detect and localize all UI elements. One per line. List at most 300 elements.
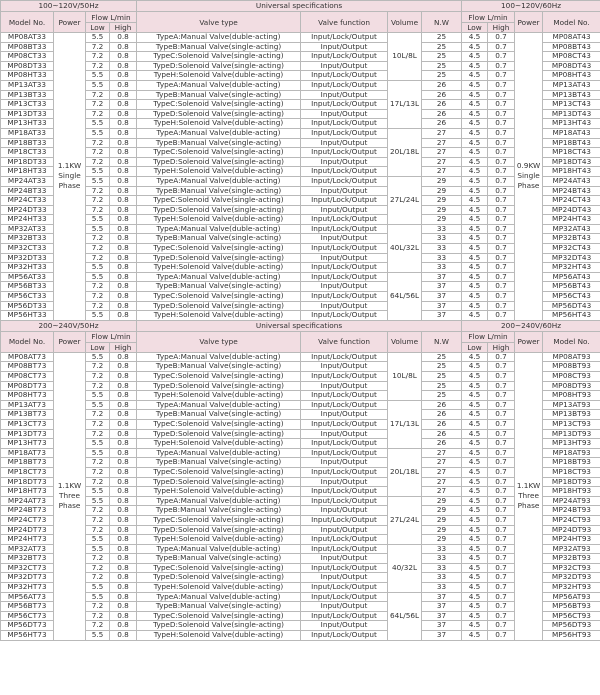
model-no-cell: MP08AT33 bbox=[1, 33, 54, 43]
flow-high-right-cell: 0.7 bbox=[488, 100, 515, 110]
flow-high-cell: 0.8 bbox=[110, 506, 137, 516]
flow-low-right-cell: 4.5 bbox=[462, 263, 488, 273]
valve-function-cell: Input/Output bbox=[301, 90, 388, 100]
valve-function-cell: Input/Lock/Output bbox=[301, 563, 388, 573]
flow-low-cell: 7.2 bbox=[86, 602, 110, 612]
flow-low-right-cell: 4.5 bbox=[462, 554, 488, 564]
volume-cell: 40L/32L bbox=[388, 224, 422, 272]
table-row bbox=[1, 109, 600, 119]
nw-cell: 25 bbox=[422, 61, 462, 71]
col-flow-high-right: High bbox=[488, 342, 515, 352]
flow-low-right-cell: 4.5 bbox=[462, 525, 488, 535]
valve-type-cell: TypeD:Solenoid Valve(single-acting) bbox=[137, 61, 301, 71]
flow-high-cell: 0.8 bbox=[110, 429, 137, 439]
valve-function-cell: Input/Lock/Output bbox=[301, 176, 388, 186]
flow-low-right-cell: 4.5 bbox=[462, 487, 488, 497]
flow-low-right-cell: 4.5 bbox=[462, 196, 488, 206]
flow-low-right-cell: 4.5 bbox=[462, 448, 488, 458]
nw-cell: 26 bbox=[422, 100, 462, 110]
nw-cell: 37 bbox=[422, 282, 462, 292]
model-no-cell: MP18CT73 bbox=[1, 467, 54, 477]
valve-function-cell: Input/Output bbox=[301, 157, 388, 167]
flow-low-right-cell: 4.5 bbox=[462, 611, 488, 621]
flow-low-right-cell: 4.5 bbox=[462, 419, 488, 429]
flow-high-right-cell: 0.7 bbox=[488, 157, 515, 167]
table-row bbox=[1, 467, 600, 477]
valve-type-cell: TypeH:Solenoid Valve(duble-acting) bbox=[137, 71, 301, 81]
flow-low-right-cell: 4.5 bbox=[462, 71, 488, 81]
model-no-cell: MP56AT73 bbox=[1, 592, 54, 602]
table-row bbox=[1, 234, 600, 244]
flow-low-cell: 5.5 bbox=[86, 544, 110, 554]
column-header-row bbox=[1, 331, 600, 342]
flow-low-right-cell: 4.5 bbox=[462, 311, 488, 321]
flow-high-cell: 0.8 bbox=[110, 234, 137, 244]
flow-high-cell: 0.8 bbox=[110, 215, 137, 225]
model-no-right-cell: MP24AT93 bbox=[543, 496, 600, 506]
model-no-cell: MP56HT73 bbox=[1, 631, 54, 641]
flow-high-right-cell: 0.7 bbox=[488, 186, 515, 196]
valve-type-cell: TypeA:Manual Valve(duble-acting) bbox=[137, 352, 301, 362]
nw-cell: 29 bbox=[422, 205, 462, 215]
model-no-cell: MP18AT33 bbox=[1, 128, 54, 138]
valve-type-cell: TypeC:Solenoid Valve(single-acting) bbox=[137, 515, 301, 525]
table-row bbox=[1, 400, 600, 410]
nw-cell: 33 bbox=[422, 263, 462, 273]
model-no-right-cell: MP08AT93 bbox=[543, 352, 600, 362]
model-no-right-cell: MP56DT93 bbox=[543, 621, 600, 631]
flow-high-right-cell: 0.7 bbox=[488, 535, 515, 545]
model-no-right-cell: MP18HT43 bbox=[543, 167, 600, 177]
valve-function-cell: Input/Lock/Output bbox=[301, 391, 388, 401]
table-row bbox=[1, 573, 600, 583]
valve-type-cell: TypeC:Solenoid Valve(single-acting) bbox=[137, 196, 301, 206]
flow-high-right-cell: 0.7 bbox=[488, 602, 515, 612]
flow-low-right-cell: 4.5 bbox=[462, 563, 488, 573]
flow-low-cell: 7.2 bbox=[86, 301, 110, 311]
valve-type-cell: TypeC:Solenoid Valve(single-acting) bbox=[137, 244, 301, 254]
flow-high-cell: 0.8 bbox=[110, 205, 137, 215]
valve-function-cell: Input/Output bbox=[301, 301, 388, 311]
flow-low-cell: 7.2 bbox=[86, 282, 110, 292]
flow-high-cell: 0.8 bbox=[110, 419, 137, 429]
model-no-cell: MP13DT33 bbox=[1, 109, 54, 119]
flow-low-right-cell: 4.5 bbox=[462, 496, 488, 506]
left-group-title: 200~240V/50Hz bbox=[1, 320, 137, 331]
model-no-cell: MP08AT73 bbox=[1, 352, 54, 362]
flow-low-cell: 5.5 bbox=[86, 583, 110, 593]
nw-cell: 27 bbox=[422, 148, 462, 158]
col-flow-low: Low bbox=[86, 342, 110, 352]
model-no-right-cell: MP56BT93 bbox=[543, 602, 600, 612]
flow-high-cell: 0.8 bbox=[110, 602, 137, 612]
flow-high-right-cell: 0.7 bbox=[488, 234, 515, 244]
model-no-cell: MP56BT33 bbox=[1, 282, 54, 292]
valve-type-cell: TypeC:Solenoid Valve(single-acting) bbox=[137, 52, 301, 62]
flow-low-right-cell: 4.5 bbox=[462, 61, 488, 71]
flow-low-cell: 5.5 bbox=[86, 263, 110, 273]
model-no-right-cell: MP32CT93 bbox=[543, 563, 600, 573]
table-row bbox=[1, 496, 600, 506]
valve-type-cell: TypeC:Solenoid Valve(single-acting) bbox=[137, 563, 301, 573]
valve-type-cell: TypeD:Solenoid Valve(single-acting) bbox=[137, 109, 301, 119]
model-no-right-cell: MP32BT43 bbox=[543, 234, 600, 244]
flow-low-right-cell: 4.5 bbox=[462, 631, 488, 641]
model-no-cell: MP08BT33 bbox=[1, 42, 54, 52]
flow-low-right-cell: 4.5 bbox=[462, 602, 488, 612]
flow-low-right-cell: 4.5 bbox=[462, 157, 488, 167]
flow-high-cell: 0.8 bbox=[110, 196, 137, 206]
flow-high-cell: 0.8 bbox=[110, 611, 137, 621]
col-volume: Volume bbox=[388, 331, 422, 352]
nw-cell: 27 bbox=[422, 448, 462, 458]
flow-low-cell: 7.2 bbox=[86, 52, 110, 62]
flow-high-right-cell: 0.7 bbox=[488, 448, 515, 458]
valve-function-cell: Input/Output bbox=[301, 186, 388, 196]
flow-high-right-cell: 0.7 bbox=[488, 563, 515, 573]
model-no-cell: MP18BT73 bbox=[1, 458, 54, 468]
right-group-title: 200~240V/60Hz bbox=[462, 320, 600, 331]
valve-function-cell: Input/Output bbox=[301, 362, 388, 372]
table-row bbox=[1, 439, 600, 449]
valve-function-cell: Input/Output bbox=[301, 429, 388, 439]
flow-low-cell: 5.5 bbox=[86, 311, 110, 321]
valve-function-cell: Input/Lock/Output bbox=[301, 487, 388, 497]
model-no-right-cell: MP24HT93 bbox=[543, 535, 600, 545]
nw-cell: 29 bbox=[422, 535, 462, 545]
nw-cell: 33 bbox=[422, 244, 462, 254]
nw-cell: 26 bbox=[422, 119, 462, 129]
model-no-cell: MP18AT73 bbox=[1, 448, 54, 458]
model-no-right-cell: MP56AT43 bbox=[543, 272, 600, 282]
model-no-cell: MP13HT33 bbox=[1, 119, 54, 129]
flow-high-right-cell: 0.7 bbox=[488, 506, 515, 516]
nw-cell: 29 bbox=[422, 186, 462, 196]
model-no-cell: MP13BT33 bbox=[1, 90, 54, 100]
model-no-cell: MP32AT33 bbox=[1, 224, 54, 234]
flow-low-cell: 7.2 bbox=[86, 100, 110, 110]
flow-low-right-cell: 4.5 bbox=[462, 400, 488, 410]
model-no-right-cell: MP13BT93 bbox=[543, 410, 600, 420]
nw-cell: 33 bbox=[422, 573, 462, 583]
model-no-cell: MP32DT33 bbox=[1, 253, 54, 263]
model-no-right-cell: MP08BT43 bbox=[543, 42, 600, 52]
flow-high-cell: 0.8 bbox=[110, 253, 137, 263]
flow-low-cell: 7.2 bbox=[86, 362, 110, 372]
flow-high-right-cell: 0.7 bbox=[488, 33, 515, 43]
model-no-cell: MP24BT73 bbox=[1, 506, 54, 516]
flow-low-cell: 7.2 bbox=[86, 205, 110, 215]
model-no-cell: MP18DT33 bbox=[1, 157, 54, 167]
flow-low-cell: 7.2 bbox=[86, 253, 110, 263]
model-no-right-cell: MP18DT43 bbox=[543, 157, 600, 167]
flow-low-right-cell: 4.5 bbox=[462, 544, 488, 554]
flow-high-right-cell: 0.7 bbox=[488, 487, 515, 497]
flow-high-right-cell: 0.7 bbox=[488, 215, 515, 225]
valve-type-cell: TypeB:Manual Valve(single-acting) bbox=[137, 506, 301, 516]
valve-function-cell: Input/Lock/Output bbox=[301, 496, 388, 506]
table-row bbox=[1, 244, 600, 254]
table-row bbox=[1, 301, 600, 311]
model-no-right-cell: MP56CT43 bbox=[543, 292, 600, 302]
model-no-right-cell: MP08AT43 bbox=[543, 33, 600, 43]
nw-cell: 37 bbox=[422, 272, 462, 282]
flow-low-right-cell: 4.5 bbox=[462, 205, 488, 215]
flow-low-cell: 7.2 bbox=[86, 410, 110, 420]
model-no-cell: MP24HT73 bbox=[1, 535, 54, 545]
volume-cell: 10L/8L bbox=[388, 352, 422, 400]
nw-cell: 33 bbox=[422, 563, 462, 573]
flow-low-cell: 5.5 bbox=[86, 496, 110, 506]
left-group-title: 100~120V/50Hz bbox=[1, 1, 137, 12]
flow-high-cell: 0.8 bbox=[110, 80, 137, 90]
flow-high-right-cell: 0.7 bbox=[488, 167, 515, 177]
table-row bbox=[1, 119, 600, 129]
flow-low-cell: 7.2 bbox=[86, 621, 110, 631]
flow-low-right-cell: 4.5 bbox=[462, 42, 488, 52]
flow-high-cell: 0.8 bbox=[110, 621, 137, 631]
flow-low-right-cell: 4.5 bbox=[462, 292, 488, 302]
flow-low-right-cell: 4.5 bbox=[462, 244, 488, 254]
col-flow-low-right: Low bbox=[462, 342, 488, 352]
flow-high-right-cell: 0.7 bbox=[488, 631, 515, 641]
flow-low-cell: 7.2 bbox=[86, 61, 110, 71]
flow-low-right-cell: 4.5 bbox=[462, 109, 488, 119]
valve-function-cell: Input/Lock/Output bbox=[301, 400, 388, 410]
flow-low-right-cell: 4.5 bbox=[462, 90, 488, 100]
nw-cell: 26 bbox=[422, 429, 462, 439]
valve-function-cell: Input/Lock/Output bbox=[301, 224, 388, 234]
valve-function-cell: Input/Lock/Output bbox=[301, 311, 388, 321]
nw-cell: 37 bbox=[422, 301, 462, 311]
flow-low-cell: 7.2 bbox=[86, 611, 110, 621]
model-no-right-cell: MP24DT93 bbox=[543, 525, 600, 535]
flow-high-cell: 0.8 bbox=[110, 391, 137, 401]
table-row bbox=[1, 282, 600, 292]
valve-type-cell: TypeH:Solenoid Valve(duble-acting) bbox=[137, 439, 301, 449]
nw-cell: 25 bbox=[422, 381, 462, 391]
table-row bbox=[1, 352, 600, 362]
flow-low-right-cell: 4.5 bbox=[462, 234, 488, 244]
table-row bbox=[1, 583, 600, 593]
model-no-right-cell: MP18DT93 bbox=[543, 477, 600, 487]
flow-high-cell: 0.8 bbox=[110, 477, 137, 487]
volume-cell: 64L/56L bbox=[388, 272, 422, 320]
valve-function-cell: Input/Lock/Output bbox=[301, 272, 388, 282]
model-no-cell: MP24CT33 bbox=[1, 196, 54, 206]
model-no-cell: MP24DT33 bbox=[1, 205, 54, 215]
valve-function-cell: Input/Output bbox=[301, 109, 388, 119]
flow-low-cell: 5.5 bbox=[86, 487, 110, 497]
flow-high-right-cell: 0.7 bbox=[488, 496, 515, 506]
col-valve-function: Valve function bbox=[301, 331, 388, 352]
table-row bbox=[1, 33, 600, 43]
table-row bbox=[1, 215, 600, 225]
valve-type-cell: TypeH:Solenoid Valve(duble-acting) bbox=[137, 263, 301, 273]
valve-function-cell: Input/Lock/Output bbox=[301, 372, 388, 382]
flow-high-cell: 0.8 bbox=[110, 525, 137, 535]
model-no-right-cell: MP32AT93 bbox=[543, 544, 600, 554]
table-row bbox=[1, 525, 600, 535]
flow-low-right-cell: 4.5 bbox=[462, 167, 488, 177]
flow-low-right-cell: 4.5 bbox=[462, 535, 488, 545]
table-row bbox=[1, 205, 600, 215]
valve-type-cell: TypeC:Solenoid Valve(single-acting) bbox=[137, 148, 301, 158]
valve-function-cell: Input/Output bbox=[301, 554, 388, 564]
model-no-right-cell: MP08HT43 bbox=[543, 71, 600, 81]
flow-low-right-cell: 4.5 bbox=[462, 272, 488, 282]
nw-cell: 37 bbox=[422, 621, 462, 631]
col-model-no: Model No. bbox=[1, 331, 54, 352]
col-model-no-right: Model No. bbox=[543, 12, 600, 33]
model-no-cell: MP32AT73 bbox=[1, 544, 54, 554]
flow-low-right-cell: 4.5 bbox=[462, 372, 488, 382]
flow-low-cell: 5.5 bbox=[86, 167, 110, 177]
valve-type-cell: TypeA:Manual Valve(duble-acting) bbox=[137, 128, 301, 138]
flow-high-cell: 0.8 bbox=[110, 138, 137, 148]
valve-function-cell: Input/Lock/Output bbox=[301, 196, 388, 206]
model-no-cell: MP32DT73 bbox=[1, 573, 54, 583]
valve-function-cell: Input/Lock/Output bbox=[301, 263, 388, 273]
nw-cell: 26 bbox=[422, 80, 462, 90]
model-no-cell: MP32BT73 bbox=[1, 554, 54, 564]
valve-type-cell: TypeB:Manual Valve(single-acting) bbox=[137, 458, 301, 468]
flow-low-right-cell: 4.5 bbox=[462, 515, 488, 525]
valve-function-cell: Input/Lock/Output bbox=[301, 167, 388, 177]
valve-function-cell: Input/Output bbox=[301, 61, 388, 71]
col-model-no-right: Model No. bbox=[543, 331, 600, 352]
valve-function-cell: Input/Lock/Output bbox=[301, 592, 388, 602]
flow-low-cell: 7.2 bbox=[86, 554, 110, 564]
model-no-cell: MP56DT33 bbox=[1, 301, 54, 311]
flow-high-right-cell: 0.7 bbox=[488, 253, 515, 263]
valve-function-cell: Input/Lock/Output bbox=[301, 515, 388, 525]
valve-type-cell: TypeA:Manual Valve(duble-acting) bbox=[137, 448, 301, 458]
flow-high-cell: 0.8 bbox=[110, 487, 137, 497]
flow-low-cell: 7.2 bbox=[86, 157, 110, 167]
table-row bbox=[1, 196, 600, 206]
valve-type-cell: TypeC:Solenoid Valve(single-acting) bbox=[137, 100, 301, 110]
model-no-cell: MP13CT33 bbox=[1, 100, 54, 110]
valve-type-cell: TypeD:Solenoid Valve(single-acting) bbox=[137, 301, 301, 311]
flow-low-right-cell: 4.5 bbox=[462, 467, 488, 477]
flow-high-right-cell: 0.7 bbox=[488, 583, 515, 593]
model-no-cell: MP56BT73 bbox=[1, 602, 54, 612]
valve-type-cell: TypeD:Solenoid Valve(single-acting) bbox=[137, 157, 301, 167]
flow-high-right-cell: 0.7 bbox=[488, 176, 515, 186]
flow-high-right-cell: 0.7 bbox=[488, 525, 515, 535]
model-no-right-cell: MP08BT93 bbox=[543, 362, 600, 372]
valve-type-cell: TypeB:Manual Valve(single-acting) bbox=[137, 234, 301, 244]
col-valve-type: Valve type bbox=[137, 331, 301, 352]
model-no-cell: MP32CT33 bbox=[1, 244, 54, 254]
flow-high-right-cell: 0.7 bbox=[488, 224, 515, 234]
flow-high-cell: 0.8 bbox=[110, 42, 137, 52]
model-no-right-cell: MP18HT93 bbox=[543, 487, 600, 497]
col-nw: N.W bbox=[422, 12, 462, 33]
model-no-right-cell: MP56BT43 bbox=[543, 282, 600, 292]
table-row bbox=[1, 458, 600, 468]
nw-cell: 26 bbox=[422, 109, 462, 119]
volume-cell: 17L/13L bbox=[388, 400, 422, 448]
nw-cell: 27 bbox=[422, 487, 462, 497]
flow-low-right-cell: 4.5 bbox=[462, 186, 488, 196]
flow-low-right-cell: 4.5 bbox=[462, 282, 488, 292]
flow-high-cell: 0.8 bbox=[110, 272, 137, 282]
col-model-no: Model No. bbox=[1, 12, 54, 33]
flow-low-cell: 5.5 bbox=[86, 448, 110, 458]
flow-low-cell: 7.2 bbox=[86, 381, 110, 391]
valve-type-cell: TypeD:Solenoid Valve(single-acting) bbox=[137, 381, 301, 391]
valve-function-cell: Input/Output bbox=[301, 621, 388, 631]
model-no-cell: MP24DT73 bbox=[1, 525, 54, 535]
col-power: Power bbox=[54, 12, 86, 33]
valve-function-cell: Input/Output bbox=[301, 573, 388, 583]
flow-low-right-cell: 4.5 bbox=[462, 391, 488, 401]
flow-low-cell: 5.5 bbox=[86, 71, 110, 81]
valve-function-cell: Input/Lock/Output bbox=[301, 448, 388, 458]
flow-high-cell: 0.8 bbox=[110, 496, 137, 506]
model-no-right-cell: MP56AT93 bbox=[543, 592, 600, 602]
valve-function-cell: Input/Output bbox=[301, 458, 388, 468]
table-row bbox=[1, 611, 600, 621]
flow-low-cell: 5.5 bbox=[86, 128, 110, 138]
nw-cell: 29 bbox=[422, 506, 462, 516]
flow-high-right-cell: 0.7 bbox=[488, 272, 515, 282]
table-row bbox=[1, 253, 600, 263]
flow-high-cell: 0.8 bbox=[110, 544, 137, 554]
flow-low-right-cell: 4.5 bbox=[462, 33, 488, 43]
col-flow-right: Flow L/min bbox=[462, 331, 515, 342]
flow-high-right-cell: 0.7 bbox=[488, 282, 515, 292]
flow-high-right-cell: 0.7 bbox=[488, 311, 515, 321]
model-no-cell: MP24BT33 bbox=[1, 186, 54, 196]
flow-low-cell: 5.5 bbox=[86, 119, 110, 129]
model-no-cell: MP18HT33 bbox=[1, 167, 54, 177]
nw-cell: 33 bbox=[422, 224, 462, 234]
valve-type-cell: TypeC:Solenoid Valve(single-acting) bbox=[137, 372, 301, 382]
flow-low-right-cell: 4.5 bbox=[462, 253, 488, 263]
valve-function-cell: Input/Output bbox=[301, 602, 388, 612]
model-no-right-cell: MP18AT93 bbox=[543, 448, 600, 458]
model-no-right-cell: MP32HT43 bbox=[543, 263, 600, 273]
flow-low-cell: 7.2 bbox=[86, 42, 110, 52]
valve-type-cell: TypeA:Manual Valve(duble-acting) bbox=[137, 176, 301, 186]
table-row bbox=[1, 80, 600, 90]
flow-low-cell: 5.5 bbox=[86, 215, 110, 225]
nw-cell: 37 bbox=[422, 592, 462, 602]
model-no-cell: MP32BT33 bbox=[1, 234, 54, 244]
nw-cell: 27 bbox=[422, 458, 462, 468]
model-no-right-cell: MP13CT43 bbox=[543, 100, 600, 110]
table-row bbox=[1, 362, 600, 372]
model-no-right-cell: MP08CT43 bbox=[543, 52, 600, 62]
flow-high-cell: 0.8 bbox=[110, 515, 137, 525]
flow-low-cell: 7.2 bbox=[86, 467, 110, 477]
nw-cell: 37 bbox=[422, 292, 462, 302]
flow-high-right-cell: 0.7 bbox=[488, 419, 515, 429]
valve-type-cell: TypeB:Manual Valve(single-acting) bbox=[137, 602, 301, 612]
flow-low-right-cell: 4.5 bbox=[462, 100, 488, 110]
flow-low-right-cell: 4.5 bbox=[462, 439, 488, 449]
valve-type-cell: TypeB:Manual Valve(single-acting) bbox=[137, 554, 301, 564]
table-row bbox=[1, 292, 600, 302]
flow-low-right-cell: 4.5 bbox=[462, 80, 488, 90]
volume-cell: 27L/24L bbox=[388, 176, 422, 224]
valve-function-cell: Input/Output bbox=[301, 525, 388, 535]
volume-cell: 20L/18L bbox=[388, 448, 422, 496]
nw-cell: 37 bbox=[422, 611, 462, 621]
